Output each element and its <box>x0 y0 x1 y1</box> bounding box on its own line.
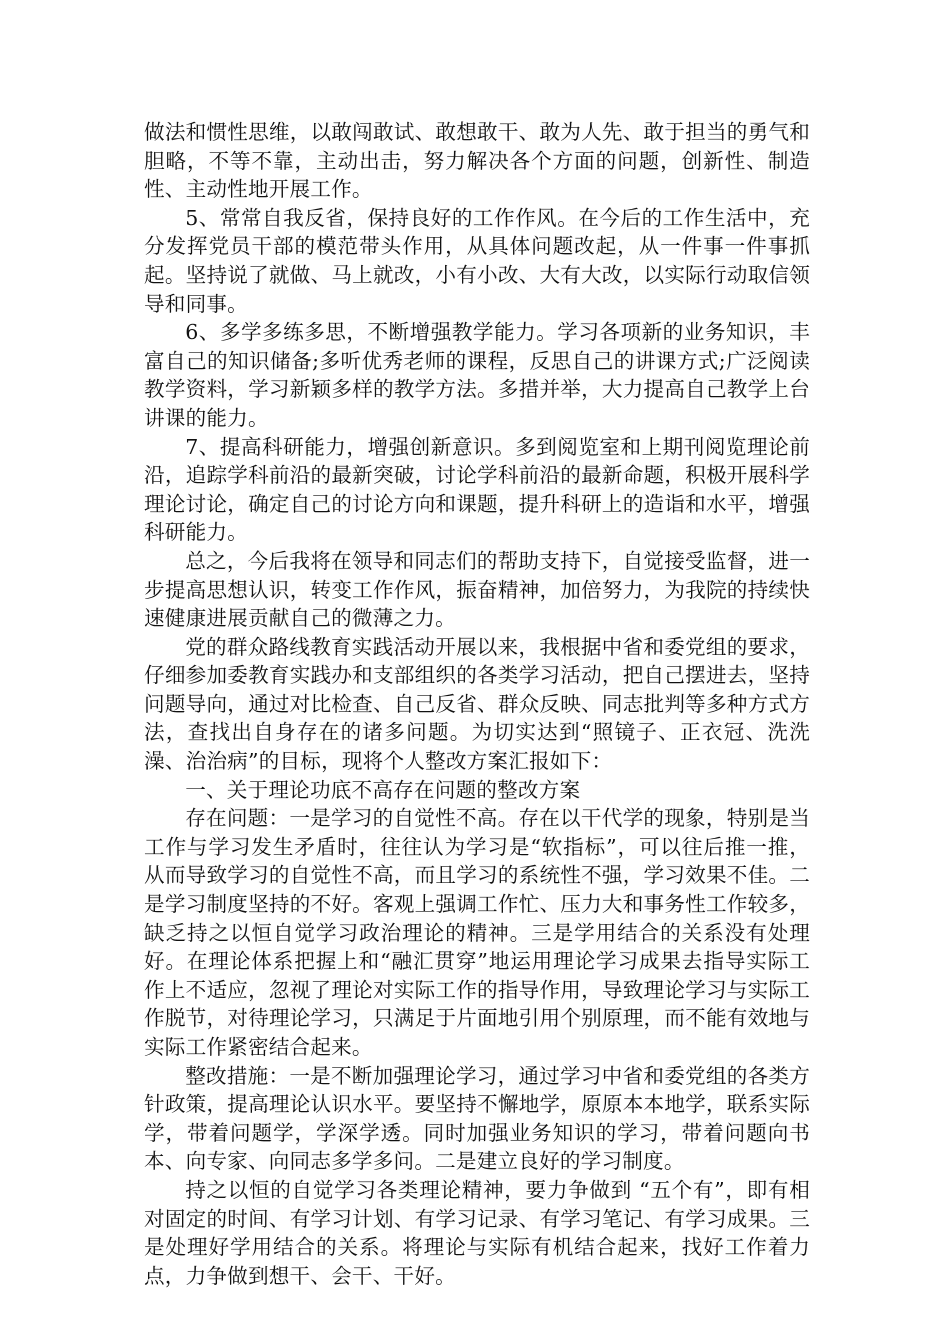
paragraph-summary: 总之，今后我将在领导和同志们的帮助支持下，自觉接受监督，进一步提高思想认识，转变工作作风，振奋精神，加倍努力，为我院的持续快速健康进展贡献自己的微薄之力。 <box>144 548 810 631</box>
section-heading-1: 一、关于理论功底不高存在问题的整改方案 <box>185 777 581 802</box>
paragraph-persistence: 持之以恒的自觉学习各类理论精神，要力争做到 “五个有”，即有相对固定的时间、有学习计划、有学习记录、有学习笔记、有学习成果。三是处理好学用结合的关系。将理论与实际有机结合起来，找好工作着力点，力争做到想干、会干、干好。 <box>144 1177 810 1288</box>
document-body <box>144 118 810 1290</box>
paragraph-item-6: 6、多学多练多思，不断增强教学能力。学习各项新的业务知识，丰富自己的知识储备;多听优秀老师的课程，反思自己的讲课方式;广泛阅读教学资料，学习新颖多样的教学方法。多措并举，大力提高自己教学上台讲课的能力。 <box>144 320 810 430</box>
paragraph-problems: 存在问题：一是学习的自觉性不高。存在以干代学的现象，特别是当工作与学习发生矛盾时，往往认为学习是“软指标”，可以往后推一推，从而导致学习的自觉性不高，而且学习的系统性不强，学习效果不佳。二是学习制度坚持的不好。客观上强调工作忙、压力大和事务性工作较多，缺乏持之以恒自觉学习政治理论的精神。三是学用结合的关系没有处理好。在理论体系把握上和“融汇贯穿”地运用理论学习成果去指导实际工作上不适应，忽视了理论对实际工作的指导作用，导致理论学习与实际工作脱节，对待理论学习，只满足于片面地引用个别原理，而不能有效地与实际工作紧密结合起来。 <box>144 806 810 1059</box>
paragraph-item-7: 7、提高科研能力，增强创新意识。多到阅览室和上期刊阅览理论前沿，追踪学科前沿的最新突破，讨论学科前沿的最新命题，积极开展科学理论讨论，确定自己的讨论方向和课题，提升科研上的造诣和水平，增强科研能力。 <box>144 434 810 545</box>
paragraph-measures: 整改措施：一是不断加强理论学习，通过学习中省和委党组的各类方针政策，提高理论认识水平。要坚持不懈地学，原原本本地学，联系实际学，带着问题学，学深学透。同时加强业务知识的学习，带着问题向书本、向专家、向同志多学多问。二是建立良好的学习制度。 <box>144 1063 810 1174</box>
paragraph-item-5: 5、常常自我反省，保持良好的工作作风。在今后的工作生活中，充分发挥党员干部的模范带头作用，从具体问题改起，从一件事一件事抓起。坚持说了就做、马上就改，小有小改、大有大改，以实际行动取信领导和同事。 <box>144 205 810 316</box>
paragraph-continuation: 做法和惯性思维，以敢闯敢试、敢想敢干、敢为人先、敢于担当的勇气和胆略，不等不靠，主动出击，努力解决各个方面的问题，创新性、制造性、主动性地开展工作。 <box>144 120 810 202</box>
paragraph-intro: 党的群众路线教育实践活动开展以来，我根据中省和委党组的要求，仔细参加委教育实践办和支部组织的各类学习活动，把自己摆进去，坚持问题导向，通过对比检查、自己反省、群众反映、同志批判等多种方式方法，查找出自身存在的诸多问题。为切实达到“照镜子、正衣冠、洗洗澡、治治病”的目标，现将个人整改方案汇报如下： <box>144 634 810 774</box>
